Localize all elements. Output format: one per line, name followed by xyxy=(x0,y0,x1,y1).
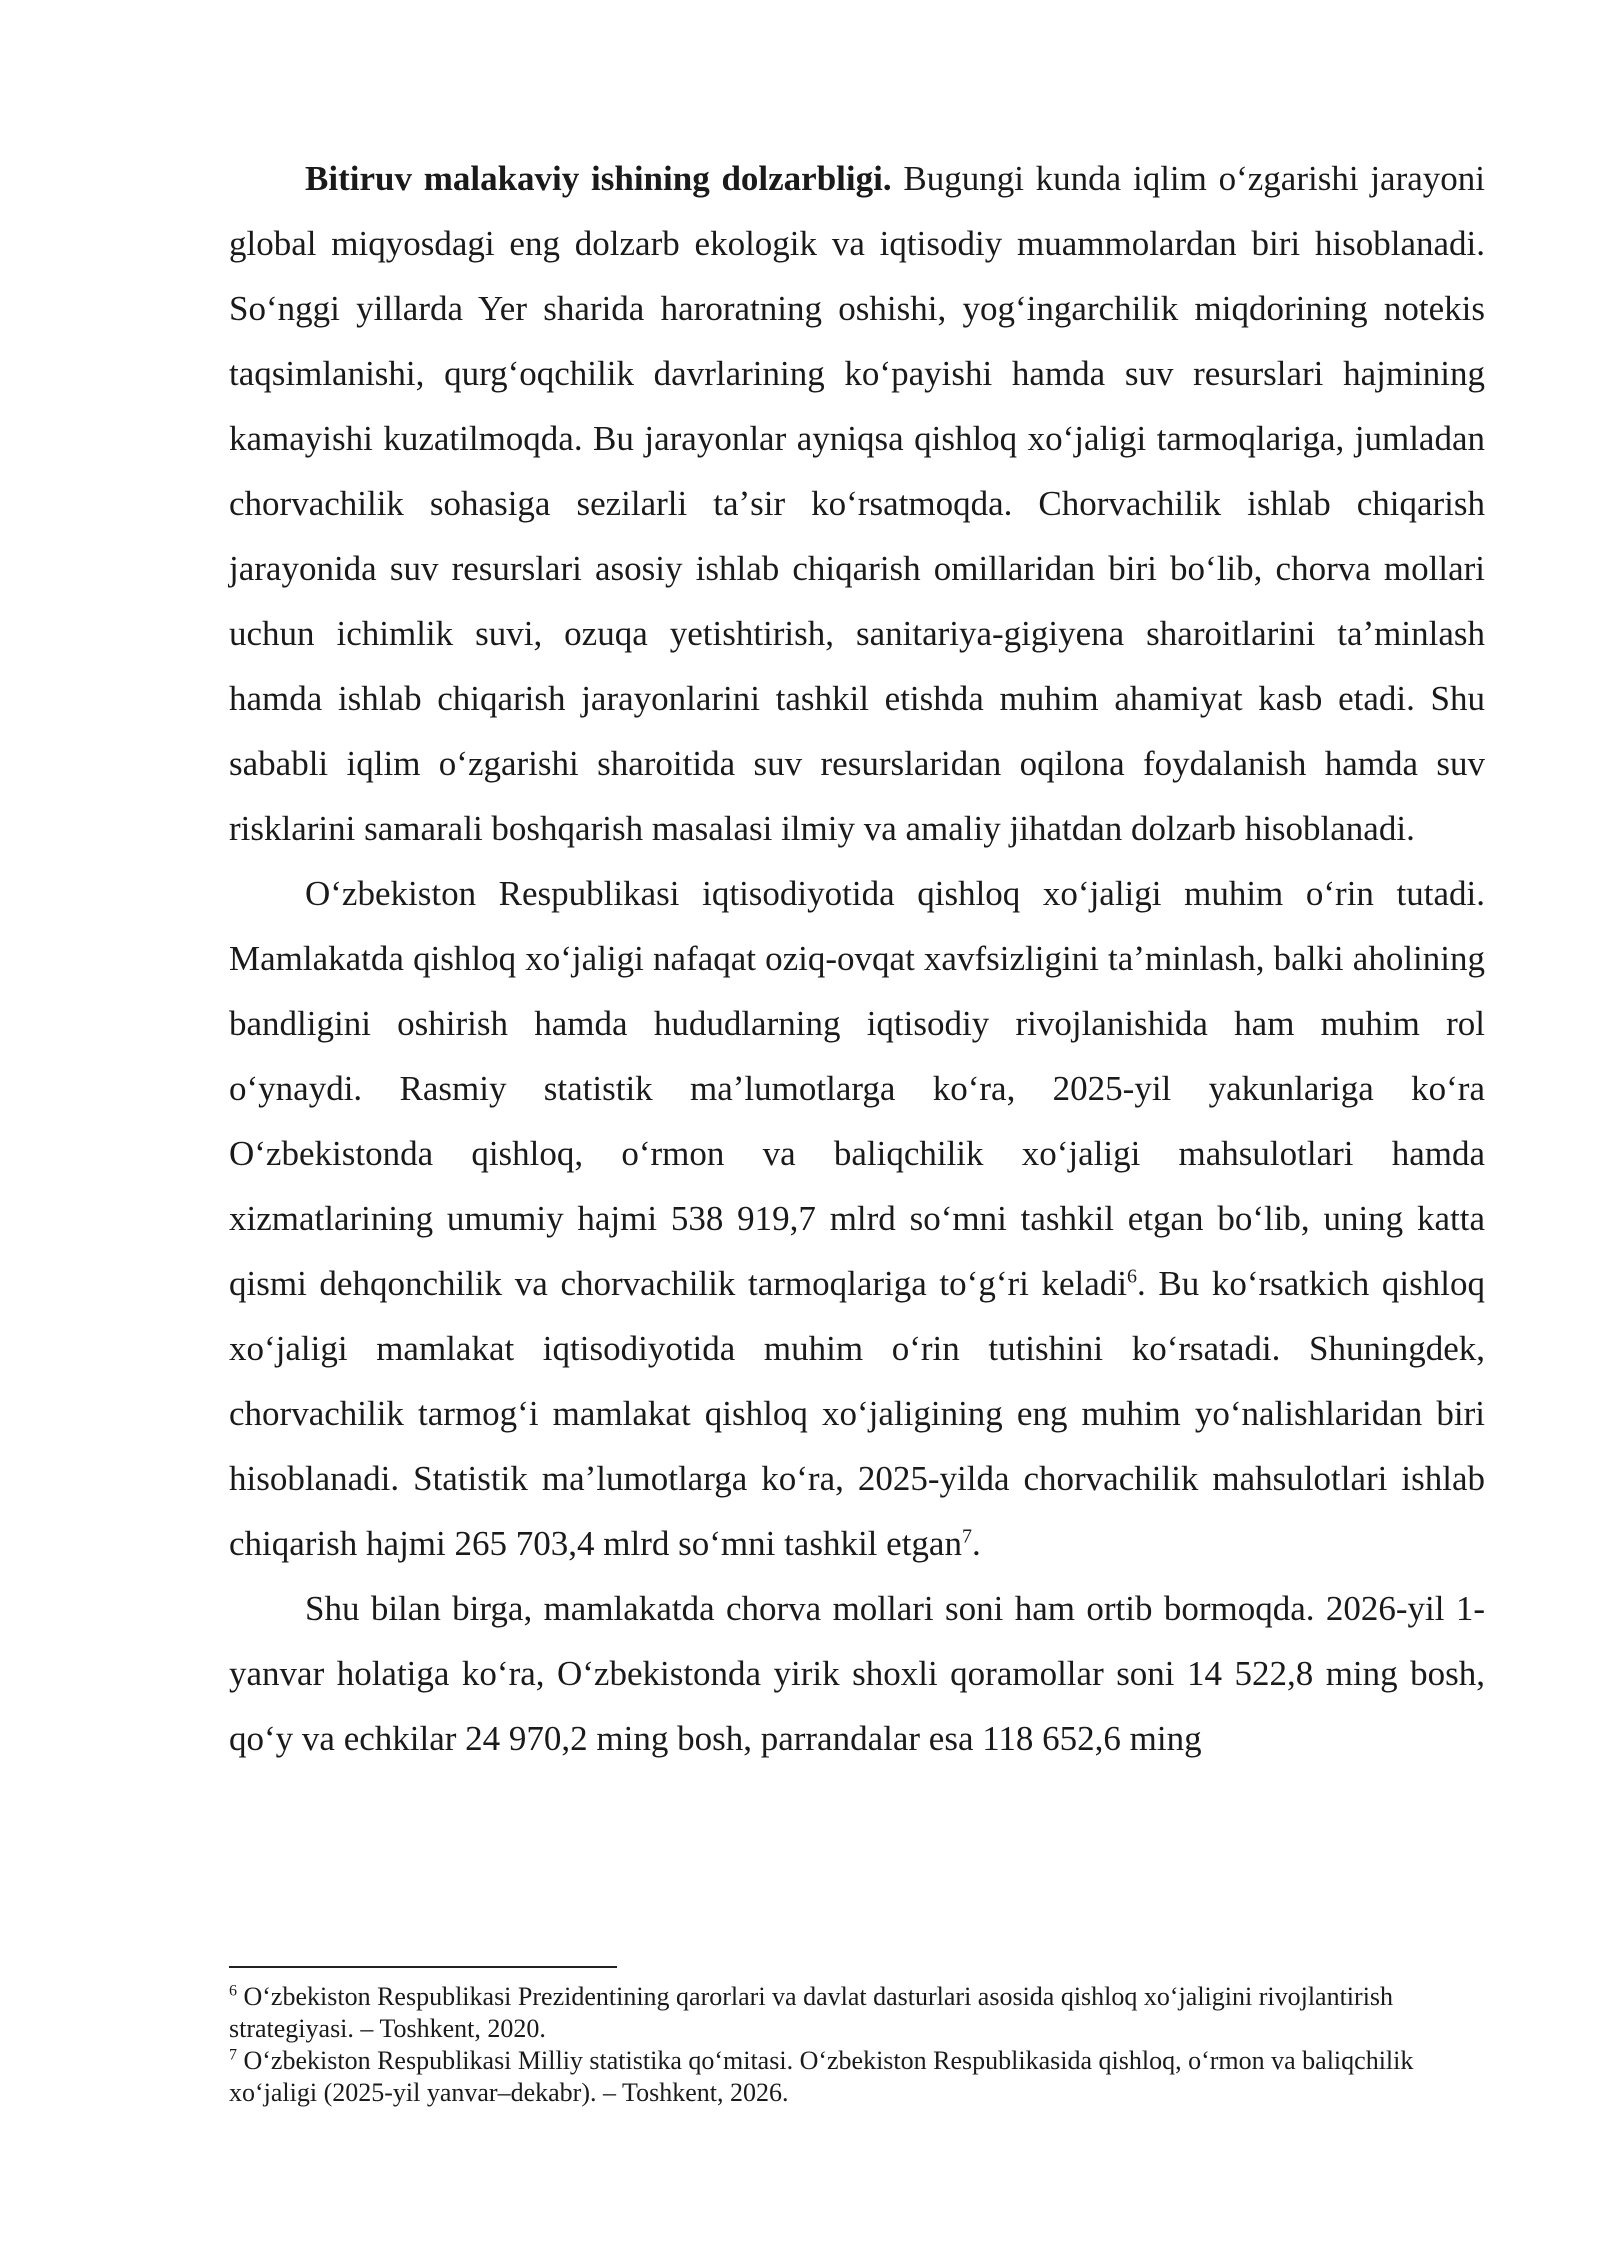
footnote-6 xyxy=(229,1981,1485,2045)
footnote-mark: 7 xyxy=(229,2046,237,2064)
paragraph-relevance xyxy=(229,146,1485,861)
paragraph-text: Bugungi kunda iqlim oʻzgarishi jarayoni global miqyosdagi eng dolzarb ekologik va iqtisodiy muammolardan biri hisoblanadi. Soʻnggi yillarda Yer sharida haroratning oshishi, yogʻingarchilik miqdorining notekis taqsimlanishi, qurgʻoqchilik davrlarining koʻpayishi hamda suv resurslari hajmining kamayishi kuzatilmoqda. Bu jarayonlar ayniqsa qishloq xoʻjaligi tarmoqlariga, jumladan chorvachilik sohasiga sezilarli taʼsir koʻrsatmoqda. Chorvachilik ishlab chiqarish jarayonida suv resurslari asosiy ishlab chiqarish omillaridan biri boʻlib, chorva mollari uchun ichimlik suvi, ozuqa yetishtirish, sanitariya-gigiyena sharoitlarini taʼminlash hamda ishlab chiqarish jarayonlarini tashkil etishda muhim ahamiyat kasb etadi. Shu sababli iqlim oʻzgarishi sharoitida suv resurslaridan oqilona foydalanish hamda suv risklarini samarali boshqarish masalasi ilmiy va amaliy jihatdan dolzarb hisoblanadi. xyxy=(229,159,1485,848)
body-text xyxy=(229,146,1485,1771)
paragraph-text: . Bu koʻrsatkich qishloq xoʻjaligi mamlakat iqtisodiyotida muhim oʻrin tutishini koʻrsatadi. Shuningdek, chorvachilik tarmogʻi mamlakat qishloq xoʻjaligining eng muhim yoʻnalishlaridan biri hisoblanadi. Statistik maʼlumotlarga koʻra, 2025-yilda chorvachilik mahsulotlari ishlab chiqarish hajmi 265 703,4 mlrd soʻmni tashkil etgan xyxy=(229,1264,1485,1563)
footnote-7 xyxy=(229,2045,1485,2109)
paragraph-lead-heading: Bitiruv malakaviy ishining dolzarbligi. xyxy=(305,159,892,198)
footnote-reference-6[interactable]: 6 xyxy=(1127,1265,1137,1288)
paragraph-livestock xyxy=(229,1576,1485,1771)
footnote-separator xyxy=(229,1966,617,1968)
paragraph-text: Oʻzbekiston Respublikasi iqtisodiyotida qishloq xoʻjaligi muhim oʻrin tutadi. Mamlakatda qishloq xoʻjaligi nafaqat oziq-ovqat xavfsizligini taʼminlash, balki aholining bandligini oshirish hamda hududlarning iqtisodiy rivojlanishida ham muhim rol oʻynaydi. Rasmiy statistik maʼlumotlarga koʻra, 2025-yil yakunlariga koʻra Oʻzbekistonda qishloq, oʻrmon va baliqchilik xoʻjaligi mahsulotlari hamda xizmatlarining umumiy hajmi 538 919,7 mlrd soʻmni tashkil etgan boʻlib, uning katta qismi dehqonchilik va chorvachilik tarmoqlariga toʻgʻri keladi xyxy=(229,874,1485,1303)
footnote-mark: 6 xyxy=(229,1982,237,2000)
paragraph-agriculture xyxy=(229,861,1485,1576)
footnote-text: Oʻzbekiston Respublikasi Prezidentining qarorlari va davlat dasturlari asosida qishloq xoʻjaligini rivojlantirish strategiyasi. – Toshkent, 2020. xyxy=(229,1982,1394,2043)
paragraph-text: . xyxy=(971,1524,981,1563)
footnote-reference-7[interactable]: 7 xyxy=(961,1525,972,1548)
footnotes xyxy=(229,1981,1485,2109)
footnote-text: Oʻzbekiston Respublikasi Milliy statistika qoʻmitasi. Oʻzbekiston Respublikasida qishloq, oʻrmon va baliqchilik xoʻjaligi (2025-yil yanvar–dekabr). – Toshkent, 2026. xyxy=(229,2046,1414,2107)
paragraph-text: Shu bilan birga, mamlakatda chorva mollari soni ham ortib bormoqda. 2026-yil 1-yanvar holatiga koʻra, Oʻzbekistonda yirik shoxli qoramollar soni 14 522,8 ming bosh, qoʻy va echkilar 24 970,2 ming bosh, parrandalar esa 118 652,6 ming xyxy=(229,1589,1485,1758)
